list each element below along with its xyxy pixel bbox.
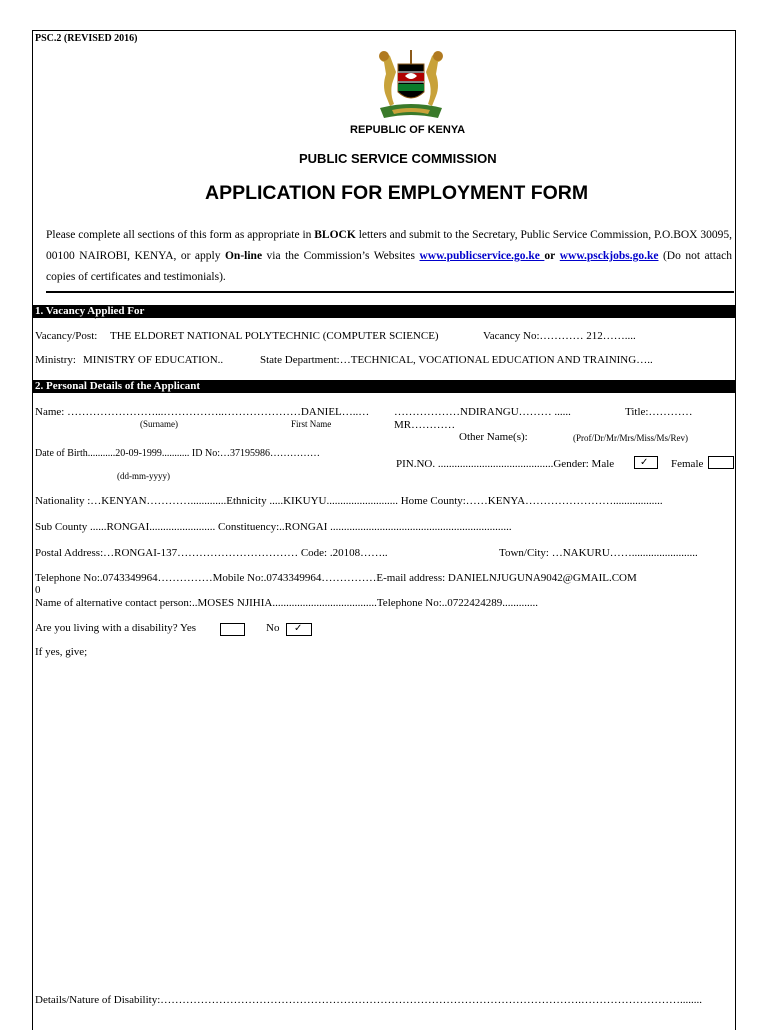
ministry-value[interactable]: MINISTRY OF EDUCATION.. [83,354,224,366]
psckjobs-link[interactable]: www.psckjobs.go.ke [559,250,659,262]
alt-contact-line[interactable]: Name of alternative contact person:..MOSES NJIHIA......................................Telephone No:..0722424289............. [35,597,539,609]
nationality-line[interactable]: Nationality :…KENYAN………….............Ethnicity .....KIKUYU.......................... Home County:……KENYA…………………….................. [35,495,663,507]
commission-label: PUBLIC SERVICE COMMISSION [299,151,497,166]
other-name-line[interactable]: ………………NDIRANGU……… ...... [394,406,571,418]
no-check-mark: ✓ [294,623,303,634]
section-vacancy-heading: 1. Vacancy Applied For [33,305,735,318]
subcounty-line[interactable]: Sub County ......RONGAI........................ Constituency:..RONGAI .................................................................. [35,521,512,533]
title-line[interactable]: Title:………… [625,406,693,418]
form-title: APPLICATION FOR EMPLOYMENT FORM [205,182,589,204]
disability-question: Are you living with a disability? Yes [35,622,197,634]
town-city-line[interactable]: Town/City: …NAKURU……........................ [499,547,698,559]
dob-id-line[interactable]: Date of Birth...........20-09-1999........... ID No:…37195986…………… [35,448,320,459]
vacancy-number[interactable]: Vacancy No:………… 212…….... [483,330,636,342]
title-options-caption: (Prof/Dr/Mr/Mrs/Miss/Ms/Rev) [573,433,689,443]
ministry-label: Ministry: [35,354,76,366]
state-department[interactable]: State Department:…TECHNICAL, VOCATIONAL EDUCATION AND TRAINING….. [260,354,653,366]
postal-address-line[interactable]: Postal Address:…RONGAI-137…………………………… Code: .20108…….. [35,547,388,559]
divider [46,291,734,293]
surname-caption: (Surname) [140,419,178,429]
other-names-caption: Other Name(s): [459,431,528,443]
apostrophe-mark: ’ [94,315,97,325]
republic-label: REPUBLIC OF KENYA [350,124,466,136]
form-code: PSC.2 (REVISED 2016) [35,33,138,44]
stray-zero: 0 [35,584,41,596]
disability-yes-checkbox[interactable] [220,623,245,636]
male-check-mark: ✓ [640,457,649,468]
if-yes-label: If yes, give; [35,646,88,658]
pin-gender-line[interactable]: PIN.NO. ..........................................Gender: Male [396,458,615,470]
first-name-caption: First Name [291,419,332,429]
disability-details-line[interactable]: Details/Nature of Disability:…………………………………………………………………………………………………….………………………........ [35,994,702,1006]
vacancy-post-label: Vacancy/Post: [35,330,98,342]
name-line[interactable]: Name: ……………………...……………..…………………DANIEL…..… [35,406,370,418]
female-label: Female [671,458,704,470]
telephone-line[interactable]: Telephone No:.0743349964……………Mobile No:.0743349964……………E-mail address: DANIELNJUGUNA9042@GMAIL.COM [35,572,637,584]
instructions-paragraph: Please complete all sections of this form as appropriate in BLOCK letters and submit to the Secretary, Public Service Commission, P.O.BOX 30095, 00100 NAIROBI, KENYA, or apply On-line via the Commission’s Websites www.publicservice.go.ke or www.psckjobs.go.ke (Do not attach copies of certificates and testimonials). [46,229,732,283]
publicservice-link[interactable]: www.publicservice.go.ke [419,250,545,262]
dob-format-caption: (dd-mm-yyyy) [117,471,170,481]
vacancy-post-value[interactable]: THE ELDORET NATIONAL POLYTECHNIC (COMPUTER SCIENCE) [110,330,439,342]
female-checkbox[interactable] [708,456,734,469]
title-value[interactable]: MR………… [394,419,456,431]
coat-of-arms [372,46,450,122]
section-personal-heading: 2. Personal Details of the Applicant [33,380,735,393]
no-label: No [266,622,280,634]
